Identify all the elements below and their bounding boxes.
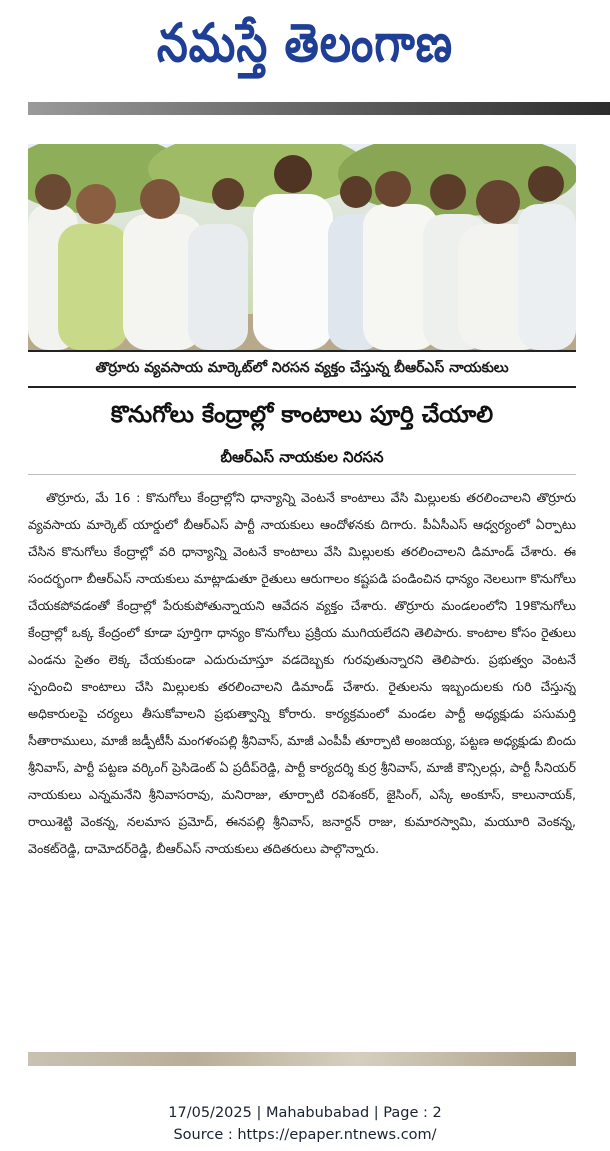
article-body: తొర్రూరు, మే 16 : కొనుగోలు కేంద్రాల్లోని ధాన్యాన్ని వెంటనే కాంటాలు వేసి మిల్లులకు తరలించాలని తొర్రూరు వ్యవసాయ మార్కెట్‌ యార్డులో బీఆర్‌ఎస్‌ పార్టీ నాయకులు ఆందోళనకు దిగారు. పీఏసీఎస్‌ ఆధ్వర్యంలో ఏర్పాటు చేసిన కొనుగోలు కేంద్రాల్లో వరి ధాన్యాన్ని వెంటనే కాంటాలు వేసి మిల్లులకు తరలించాలని డిమాండ్‌ చేశారు. ఈ సందర్భంగా బీఆర్‌ఎస్‌ నాయకులు మాట్లాడుతూ రైతులు ఆరుగాలం కష్టపడి పండించిన ధాన్యం నెలలుగా కొనుగోలు చేయకపోవడంతో కేంద్రాల్లో పేరుకుపోతున్నాయని ఆవేదన వ్యక్తం చేశారు. తొర్రూరు మండలంలోని 19కొనుగోలు కేంద్రాల్లో ఒక్క కేంద్రంలో కూడా పూర్తిగా ధాన్యం కొనుగోలు ప్రక్రియ ముగియలేదని తెలిపారు. కాంటాల కోసం రైతులు ఎండను సైతం లెక్క చేయకుండా ఎదురుచూస్తూ వడదెబ్బకు గురవుతున్నారని తెలిపారు. ప్రభుత్వం వెంటనే స్పందించి కాంటాలు చేసి మిల్లులకు తరలించాలని డిమాండ్‌ చేశారు. రైతులను ఇబ్బందులకు గురి చేస్తున్న అధికారులపై చర్యలు తీసుకోవాలని ప్రభుత్వాన్ని కోరారు. కార్యక్రమంలో మండల పార్టీ అధ్యక్షుడు పసుమర్తి సీతారాములు, మాజీ జడ్పీటీసీ మంగళంపల్లి శ్రీనివాస్‌, మాజీ ఎంపీపీ తూర్పాటి అంజయ్య, పట్టణ అధ్యక్షుడు బిందు శ్రీనివాస్‌, పార్టీ పట్టణ వర్కింగ్‌ ప్రెసిడెంట్‌ ఏ ప్రదీప్‌రెడ్డి, పార్టీ కార్యదర్శి కుర్ర శ్రీనివాస్‌, మాజీ కౌన్సిలర్లు, పార్టీ సీనియర్‌ నాయకులు ఎన్నమనేని శ్రీనివాసరావు, మనిరాజు, తూర్పాటి రవిశంకర్‌, జైసింగ్‌, ఎస్కే అంకూస్‌, కాలునాయక్‌, రాయిశెట్టి వెంకన్న, నలమాస ప్రమోద్‌, ఈనపల్లి శ్రీనివాస్‌, జనార్దన్‌ రాజు, కుమారస్వామి, మయూరి వెంకన్న, వెంకట్‌రెడ్డి, దామోదర్‌రెడ్డి, బీఆర్‌ఎస్‌ నాయకులు తదితరులు పాల్గొన్నారు. [28,490,576,856]
page-footer [0,1102,610,1148]
footer-edition-info: 17/05/2025 | Mahabubabad | Page : 2 [168,1105,442,1121]
news-photo-illustration [28,144,576,350]
footer-source-link[interactable]: Source : https://epaper.ntnews.com/ [173,1127,437,1143]
masthead-rule [28,102,610,115]
news-photo [28,144,576,350]
next-photo-strip [28,1052,576,1066]
newspaper-logo: నమస్తే తెలంగాణ [156,12,454,74]
article-subheadline: బీఆర్‌ఎస్‌ నాయకుల నిరసన [220,448,384,466]
masthead [0,0,610,100]
photo-caption: తొర్రూరు వ్యవసాయ మార్కెట్‌లో నిరసన వ్యక్తం చేస్తున్న బీఆర్‌ఎస్‌ నాయకులు [28,350,576,388]
article-headline: కొనుగోలు కేంద్రాల్లో కాంటాలు పూర్తి చేయాలి [110,402,494,428]
divider [28,474,576,475]
